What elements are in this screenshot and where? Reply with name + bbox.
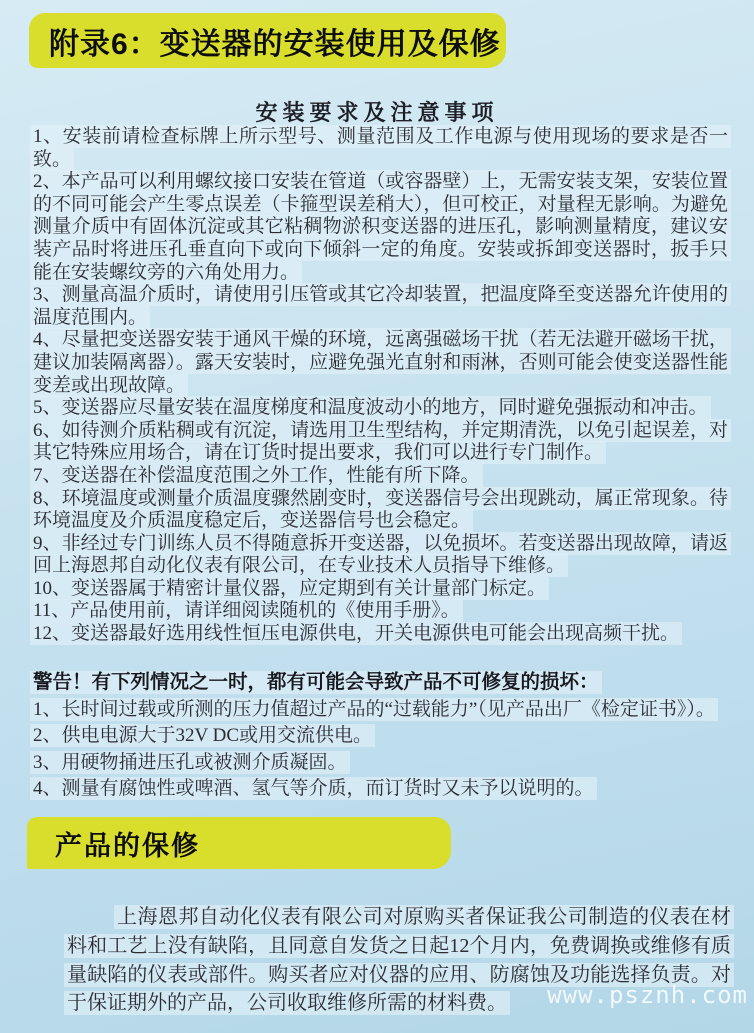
appendix-title: 附录6：变送器的安装使用及保修 [49, 27, 501, 61]
list-item [30, 126, 731, 171]
warning-heading [30, 670, 731, 697]
list-item [30, 533, 731, 578]
warning-item-text: 1、长时间过载或所测的压力值超过产品的“过载能力”（见产品出厂《检定证书》）。 [30, 698, 718, 721]
warranty-section-bar [27, 817, 451, 869]
warranty-paragraph-text: 上海恩邦自动化仪表有限公司对原购买者保证我公司制造的仪表在材料和工艺上没有缺陷，且同意自发货之日起12个月内，免费调换或维修有质量缺陷的仪表或部件。购买者应对仪器的应用、防腐蚀及功能选择负责。对于保证期外的产品，公司收取维修所需的材料费。 [64, 905, 734, 1015]
warning-item-text: 3、用硬物捅进压孔或被测介质凝固。 [30, 751, 350, 774]
list-item [30, 329, 731, 397]
site-watermark: www.psznh.com [547, 981, 748, 1009]
list-item-text: 11、产品使用前，请详细阅读随机的《使用手册》。 [30, 599, 463, 622]
list-item [30, 420, 731, 465]
list-item [30, 488, 731, 533]
warning-item [30, 723, 731, 750]
list-item-text: 3、测量高温介质时，请使用引压管或其它冷却装置，把温度降至变送器允许使用的温度范围内。 [30, 283, 731, 329]
list-item [30, 397, 731, 420]
warning-item-text: 4、测量有腐蚀性或啤酒、氢气等介质，而订货时又未予以说明的。 [30, 777, 597, 800]
install-instructions-list [30, 126, 731, 646]
list-item [30, 623, 731, 646]
list-item-text: 12、变送器最好选用线性恒压电源供电，开关电源供电可能会出现高频干扰。 [30, 622, 682, 645]
list-item [30, 578, 731, 601]
list-item-text: 7、变送器在补偿温度范围之外工作，性能有所下降。 [30, 464, 483, 487]
list-item-text: 5、变送器应尽量安装在温度梯度和温度波动小的地方，同时避免强振动和冲击。 [30, 396, 711, 419]
list-item-text: 8、环境温度或测量介质温度骤然剧变时，变送器信号会出现跳动，属正常现象。待环境温度及介质温度稳定后，变送器信号也会稳定。 [30, 487, 731, 533]
install-section-heading: 安装要求及注意事项 [255, 100, 499, 125]
list-item [30, 171, 731, 284]
list-item [30, 465, 731, 488]
list-item-text: 6、如待测介质粘稠或有沉淀，请选用卫生型结构，并定期清洗，以免引起误差，对其它特殊应用场合，请在订货时提出要求，我们可以进行专门制作。 [30, 419, 731, 465]
list-item-text: 1、安装前请检查标牌上所示型号、测量范围及工作电源与使用现场的要求是否一致。 [30, 125, 731, 171]
warranty-section-heading: 产品的保修 [55, 830, 200, 861]
list-item-text: 2、本产品可以利用螺纹接口安装在管道（或容器壁）上，无需安装支架，安装位置的不同可能会产生零点误差（卡箍型误差稍大），但可校正，对量程无影响。为避免测量介质中有固体沉淀或其它粘稠物淤积变送器的进压孔，影响测量精度，建议安装产品时将进压孔垂直向下或向下倾斜一定的角度。安装或拆卸变送器时，扳手只能在安装螺纹旁的六角处用力。 [30, 170, 731, 283]
list-item-text: 9、非经过专门训练人员不得随意拆开变送器，以免损坏。若变送器出现故障，请返回上海恩邦自动化仪表有限公司，在专业技术人员指导下维修。 [30, 532, 731, 578]
warning-heading-text: 警告！有下列情况之一时，都有可能会导致产品不可修复的损坏： [30, 671, 602, 694]
appendix-title-bar [29, 13, 506, 68]
warning-item [30, 776, 731, 803]
warning-item [30, 750, 731, 777]
list-item [30, 600, 731, 623]
list-item [30, 284, 731, 329]
warning-block [30, 670, 731, 803]
warning-item-text: 2、供电电源大于32V DC或用交流供电。 [30, 724, 375, 747]
list-item-text: 10、变送器属于精密计量仪器，应定期到有关计量部门标定。 [30, 577, 549, 600]
list-item-text: 4、尽量把变送器安装于通风干燥的环境，远离强磁场干扰（若无法避开磁场干扰，建议加装隔离器）。露天安装时，应避免强光直射和雨淋，否则可能会使变送器性能变差或出现故障。 [30, 328, 731, 396]
warning-item [30, 697, 731, 724]
